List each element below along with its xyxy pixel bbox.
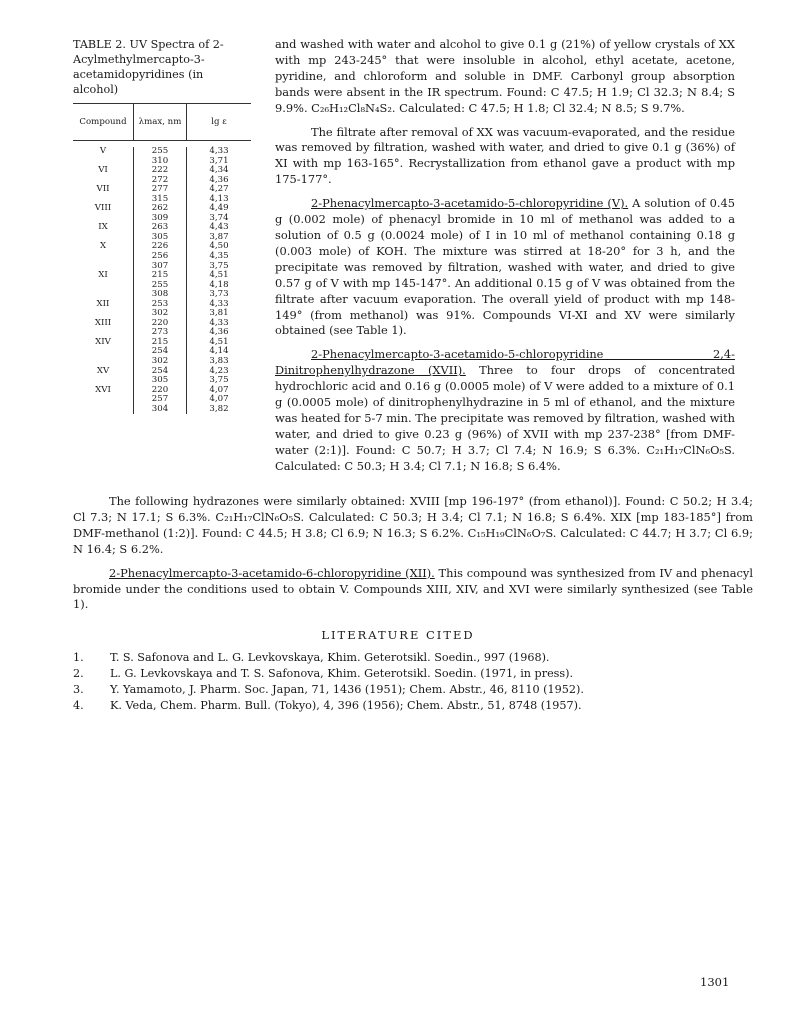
compound-cell: XI: [98, 270, 108, 281]
lambda-cell: 220: [151, 384, 169, 395]
reference-list: [73, 650, 753, 714]
lambda-cell: 254: [151, 365, 169, 376]
compound-cell: X: [99, 241, 107, 252]
paragraph-3: [275, 196, 735, 339]
lg-cell: 4,14: [209, 346, 229, 357]
lg-cell: 4,51: [209, 270, 229, 281]
lg-cell: 4,50: [209, 241, 229, 252]
table-header-row: [73, 104, 251, 140]
lg-cell: 3,82: [209, 403, 229, 414]
compound-cell: IX: [98, 222, 108, 233]
header-compound: Compound: [79, 117, 127, 127]
literature-title: LITERATURE CITED: [321, 628, 475, 642]
lambda-cell: 302: [151, 308, 169, 319]
lg-cell: 3,71: [209, 155, 229, 166]
full-width-text: [73, 494, 753, 613]
table-caption: TABLE 2. UV Spectra of 2-Acylmethylmercapto-3-acetamidopyridines (in alcohol): [73, 38, 224, 96]
uv-spectra-table: [73, 103, 251, 414]
lg-cell: 4,36: [209, 327, 229, 338]
reference-text: T. S. Safonova and L. G. Levkovskaya, Khim. Geterotsikl. Soedin., 997 (1968).: [110, 651, 550, 664]
paragraph-4-body: Three to four drops of concentrated hydrochloric acid and 0.16 g (0.0005 mole) of V were added to a mixture of 0.1 g (0.0005 mole) of dinitrophenylhydrazine in 5 ml of ethanol, and the mixture was heated for 5-7 min. The precipitate was removed by filtration, washed with water, and dried to give 0.23 g (96%) of XVII with mp 237-238° [from DMF-water (2:1)]. Found: C 50.7; H 3.7; Cl 7.4; N 16.9; S 6.3%. C₂₁H₁₇ClN₆O₅S. Calculated: C 50.3; H 3.4; Cl 7.1; N 16.8; S 6.4%.: [275, 363, 735, 473]
compound-cell: VIII: [94, 203, 112, 214]
compound-cell-empty: [73, 252, 133, 262]
lg-cell: 3,83: [209, 356, 229, 367]
reference-number: 4.: [73, 699, 84, 712]
lambda-cell: 305: [151, 375, 169, 386]
lambda-cell: 255: [151, 279, 169, 290]
reference-number: 2.: [73, 667, 84, 680]
compound-cell: XIV: [95, 336, 111, 347]
lambda-cell: 257: [151, 394, 169, 405]
lambda-cell: 273: [151, 327, 169, 338]
table-body: [73, 141, 251, 414]
compound-cell: VII: [96, 184, 110, 195]
compound-cell: XIII: [94, 317, 112, 328]
lg-cell: 4,33: [209, 317, 229, 328]
lambda-cell: 215: [151, 270, 169, 281]
compound-cell-empty: [73, 395, 133, 405]
lambda-cell: 302: [151, 356, 169, 367]
paragraph-6-body: This compound was synthesized from IV and phenacyl bromide under the conditions used to obtain V. Compounds XIII, XIV, and XVI were similarly synthesized (see Table 1).: [73, 565, 754, 612]
lambda-cell: 309: [151, 212, 169, 223]
lambda-cell: 262: [151, 203, 169, 214]
section-title-xii: 2-Phenacylmercapto-3-acetamido-6-chloropyridine (XII).: [109, 565, 435, 580]
section-title-xvii: 2-Phenacylmercapto-3-acetamido-5-chloropyridine 2,4-Dinitrophenylhydrazone (XVII).: [275, 347, 735, 378]
lg-cell: 3,75: [209, 260, 229, 271]
lambda-cell: 305: [151, 231, 169, 242]
header-lambda: λmax, nm: [133, 104, 187, 140]
lambda-cell: 215: [151, 336, 169, 347]
lg-cell: 4,43: [209, 222, 229, 233]
reference-item: [73, 666, 753, 682]
lg-cell: 4,18: [209, 279, 229, 290]
lg-cell: 3,87: [209, 231, 229, 242]
header-lg: lg ε: [211, 117, 227, 127]
reference-number: 1.: [73, 651, 84, 664]
lg-cell: 3,81: [209, 308, 229, 319]
lambda-cell: 255: [151, 146, 169, 156]
reference-item: [73, 698, 753, 714]
lg-cell: 3,75: [209, 375, 229, 386]
paragraph-3-body: A solution of 0.45 g (0.002 mole) of phenacyl bromide in 10 ml of methanol was added to a solution of 0.5 g (0.0024 mole) of I in 10 ml of methanol containing 0.18 g (0.003 mole) of KOH. The mixture was stirred at 18-20° for 3 h, and the precipitate was removed by filtration, washed with water, and dried to give 0.57 g of V with mp 145-147°. An additional 0.15 g of V was obtained from the filtrate after vacuum evaporation. The overall yield of product with mp 148-149° (from methanol) was 91%. Compounds VI-XI and XV were similarly obtained (see Table 1).: [275, 196, 735, 338]
lg-cell: 4,51: [209, 336, 229, 347]
compound-cell-empty: [73, 281, 133, 291]
lg-cell: 4,27: [209, 184, 229, 195]
compound-cell: XVI: [95, 384, 111, 395]
compound-cell-empty: [73, 405, 133, 415]
lg-cell: 4,23: [209, 365, 229, 376]
paragraph-6: [73, 566, 753, 614]
lg-cell: 3,74: [209, 212, 229, 223]
lg-cell: 4,33: [209, 298, 229, 309]
lambda-cell: 222: [151, 165, 169, 176]
lg-column: [187, 147, 251, 414]
compound-cell: XII: [96, 298, 110, 309]
paragraph-1: and washed with water and alcohol to give 0.1 g (21%) of yellow crystals of XX with mp 243-245° that were insoluble in alcohol, ethyl acetate, acetone, pyridine, and chloroform and soluble in DMF. Carbonyl group absorption bands were absent in the IR spectrum. Found: C 47.5; H 1.9; Cl 32.3; N 8.4; S 9.9%. C₂₆H₁₂Cl₈N₄S₂. Calculated: C 47.5; H 1.8; Cl 32.4; N 8.5; S 9.7%.: [275, 37, 735, 115]
lg-cell: 4,07: [209, 394, 229, 405]
lg-cell: 3,73: [209, 289, 229, 300]
compound-cell: VI: [98, 165, 108, 176]
reference-number: 3.: [73, 683, 84, 696]
lambda-column: [133, 147, 187, 414]
lambda-cell: 254: [151, 346, 169, 357]
reference-item: [73, 650, 753, 666]
lambda-cell: 253: [151, 298, 169, 309]
lg-cell: 4,07: [209, 384, 229, 395]
lambda-cell: 272: [151, 174, 169, 185]
lambda-cell: 277: [151, 184, 169, 195]
lambda-cell: 307: [151, 260, 169, 271]
page-number: 1301: [700, 975, 730, 989]
reference-text: K. Veda, Chem. Pharm. Bull. (Tokyo), 4, 396 (1956); Chem. Abstr., 51, 8748 (1957).: [110, 699, 582, 712]
lg-cell: 4,35: [209, 251, 229, 262]
lambda-cell: 263: [151, 222, 169, 233]
lg-cell: 4,49: [209, 203, 229, 214]
lambda-cell: 220: [151, 317, 169, 328]
paragraph-4: [275, 347, 735, 474]
reference-item: [73, 682, 753, 698]
reference-text: L. G. Levkovskaya and T. S. Safonova, Khim. Geterotsikl. Soedin. (1971, in press).: [110, 667, 574, 680]
paragraph-5: The following hydrazones were similarly obtained: XVIII [mp 196-197° (from ethanol)]. Found: C 50.2; H 3.4; Cl 7.3; N 17.1; S 6.3%. C₂₁H₁₇ClN₆O₅S. Calculated: C 50.3; H 3.4; Cl 7.1; N 16.8; S 6.4%. XIX [mp 183-185°] from DMF-methanol (1:2)]. Found: C 44.5; H 3.8; Cl 6.9; N 16.3; S 6.2%. C₁₅H₁₉ClN₆O₇S. Calculated: C 44.7; H 3.7; Cl 6.9; N 16.4; S 6.2%.: [73, 494, 753, 556]
lambda-cell: 256: [151, 251, 169, 262]
compound-cell: V: [99, 146, 107, 156]
compound-column: [73, 147, 133, 414]
lg-cell: 4,36: [209, 174, 229, 185]
paragraph-2: The filtrate after removal of XX was vacuum-evaporated, and the residue was removed by filtration, washed with water, and dried to give 0.1 g (36%) of XI with mp 163-165°. Recrystallization from ethanol gave a product with mp 175-177°.: [275, 124, 735, 187]
lg-cell: 4,33: [209, 146, 229, 156]
lambda-cell: 304: [151, 403, 169, 414]
reference-text: Y. Yamamoto, J. Pharm. Soc. Japan, 71, 1436 (1951); Chem. Abstr., 46, 8110 (1952).: [110, 683, 584, 696]
lg-cell: 4,13: [209, 193, 229, 204]
lambda-cell: 310: [151, 155, 169, 166]
lambda-cell: 315: [151, 193, 169, 204]
lambda-cell: 308: [151, 289, 169, 300]
right-column-text: [275, 37, 735, 483]
lambda-cell: 226: [151, 241, 169, 252]
compound-cell-empty: [73, 347, 133, 357]
compound-cell: XV: [96, 365, 110, 376]
section-title-v: 2-Phenacylmercapto-3-acetamido-5-chloropyridine (V).: [311, 196, 629, 211]
lg-cell: 4,34: [209, 165, 229, 176]
